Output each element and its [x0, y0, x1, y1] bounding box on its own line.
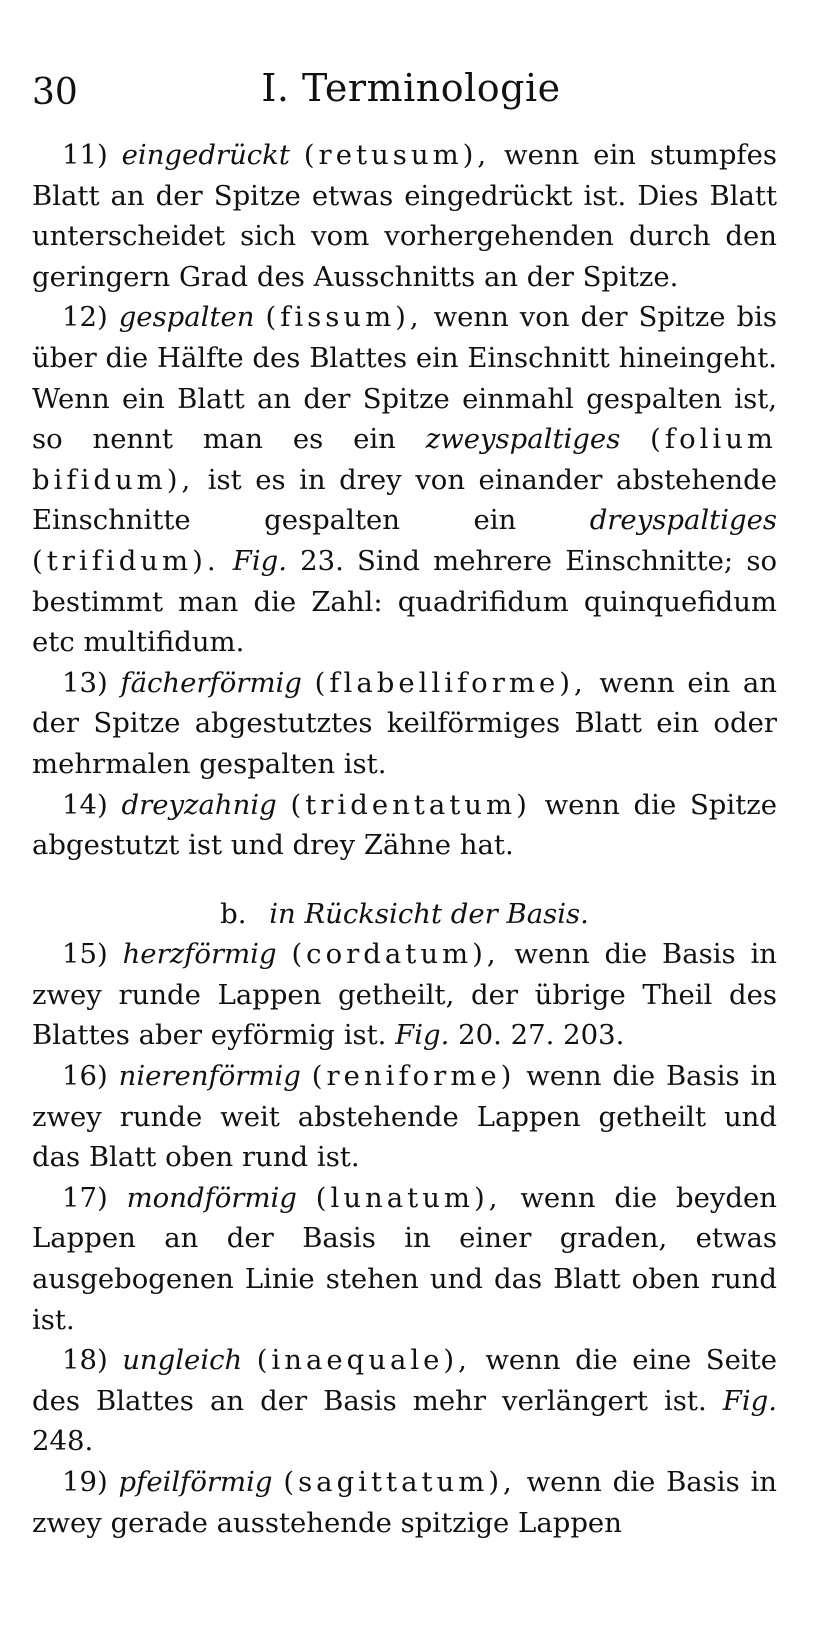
entry-text-secondary: 20. 27. 203.	[449, 1019, 625, 1052]
page-body	[32, 135, 777, 1543]
subsection-title: in Rücksicht der Basis.	[269, 897, 589, 930]
entry-term: eingedrückt	[121, 139, 290, 171]
entry-text-tertiary: 23. Sind mehrere Einschnitte; so bestimmt man die Zahl: quadrifidum quinquefidum etc multifidum.	[32, 544, 777, 659]
entry-number: 14)	[62, 788, 108, 821]
entry-text-secondary: 248.	[32, 1425, 94, 1458]
entry-latin: (cordatum),	[291, 938, 500, 971]
entry-term-secondary: zweyspaltiges	[425, 423, 621, 456]
entry-latin-secondary: (folium bifidum),	[32, 423, 778, 496]
entry-text: wenn ein stumpfes Blatt an der Spitze etwas eingedrückt ist. Dies Blatt unterscheidet sich vom vorhergehenden durch den geringern Grad des Ausschnitts an der Spitze.	[32, 139, 777, 293]
entry-text: wenn die Basis in zwey gerade ausstehende spitzige Lappen	[32, 1466, 777, 1539]
entry-term: mondförmig	[126, 1181, 297, 1214]
entry-latin: (fissum),	[265, 301, 423, 334]
entry-latin: (reniforme)	[311, 1060, 516, 1093]
entry-19	[32, 1462, 777, 1543]
figure-reference: Fig.	[395, 1019, 450, 1052]
entry-number: 13)	[62, 666, 108, 699]
figure-reference: Fig.	[232, 544, 287, 577]
entry-term: nierenförmig	[118, 1060, 301, 1093]
entry-number: 12)	[62, 301, 108, 334]
entry-term: herzförmig	[122, 938, 277, 971]
entry-latin: (flabelliforme),	[314, 666, 587, 699]
entry-text: wenn ein an der Spitze abgestutztes keilförmiges Blatt ein oder mehrmalen gespalten ist.	[32, 666, 777, 780]
entry-11	[32, 135, 777, 297]
entry-term-tertiary: dreyspaltiges	[589, 504, 777, 537]
entry-latin: (sagittatum),	[283, 1466, 516, 1498]
entry-latin: (tridentatum)	[290, 788, 531, 821]
entry-17	[32, 1178, 777, 1340]
entry-number: 15)	[62, 938, 108, 971]
entry-number: 11)	[62, 139, 108, 171]
entry-text: wenn die beyden Lappen an der Basis in einer graden, etwas ausgebogenen Linie stehen und das Blatt oben rund ist.	[32, 1181, 777, 1336]
entry-latin: (inaequale),	[256, 1344, 471, 1377]
entry-16	[32, 1056, 777, 1178]
entry-15	[32, 934, 777, 1056]
entry-latin: (retusum),	[303, 139, 491, 171]
entry-text: wenn die eine Seite des Blattes an der Basis mehr verlängert ist.	[32, 1344, 777, 1417]
entry-number: 18)	[62, 1344, 108, 1377]
entry-number: 19)	[62, 1466, 108, 1498]
entry-term: fächerförmig	[120, 666, 302, 699]
entry-number: 17)	[62, 1181, 108, 1214]
entry-text: wenn die Basis in zwey runde Lappen getheilt, der übrige Theil des Blattes aber eyförmig ist.	[32, 938, 778, 1052]
entry-term: dreyzahnig	[121, 788, 277, 821]
entry-18	[32, 1340, 777, 1462]
entry-latin: (lunatum),	[315, 1181, 502, 1214]
entry-term: pfeilförmig	[118, 1466, 273, 1498]
running-head: I. Terminologie	[261, 66, 561, 110]
page-header	[32, 62, 790, 112]
entry-text: wenn die Spitze abgestutzt ist und drey Zähne hat.	[32, 788, 778, 862]
subsection-heading	[32, 894, 777, 935]
entry-14	[32, 785, 777, 866]
entry-text: wenn die Basis in zwey runde weit abstehende Lappen getheilt und das Blatt oben rund ist.	[32, 1060, 777, 1174]
entry-term: ungleich	[122, 1344, 243, 1377]
figure-reference: Fig.	[722, 1384, 777, 1417]
entry-term: gespalten	[118, 301, 255, 334]
page-number: 30	[32, 72, 78, 113]
entry-latin-tertiary: (trifidum).	[32, 544, 220, 577]
entry-12	[32, 297, 777, 662]
subsection-letter: b.	[220, 897, 247, 930]
entry-13	[32, 663, 777, 785]
entry-number: 16)	[62, 1060, 108, 1093]
entry-text-secondary: ist es in drey von einander abstehende Einschnitte gespalten ein	[32, 463, 777, 537]
entry-text: wenn von der Spitze bis über die Hälfte des Blattes ein Einschnitt hineingeht. Wenn ein Blatt an der Spitze einmahl gespalten ist, so nennt man es ein	[32, 301, 777, 456]
